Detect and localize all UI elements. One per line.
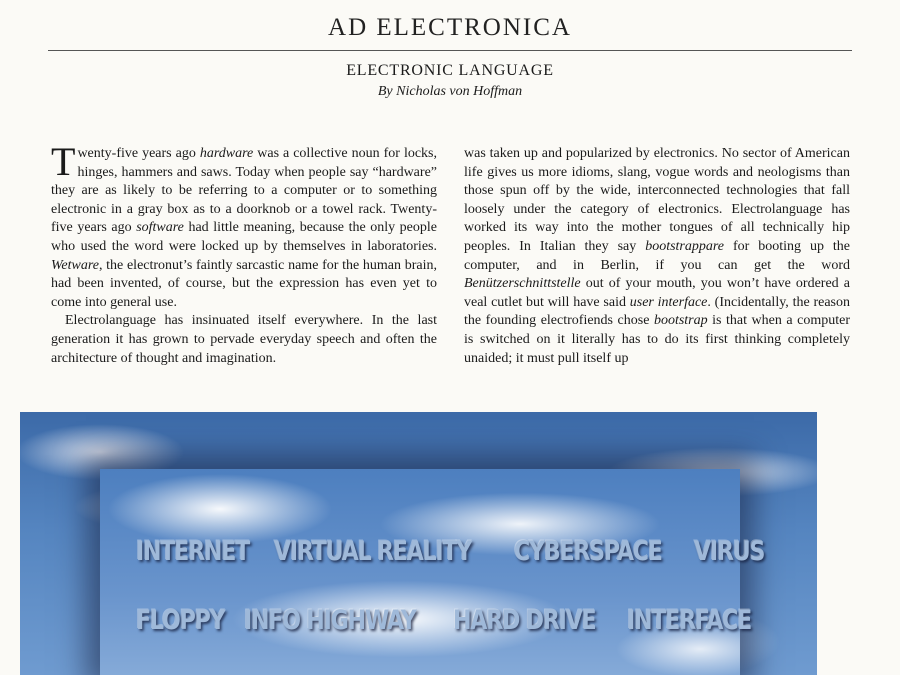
drop-cap: T — [51, 139, 76, 184]
figure-word: FLOPPY — [136, 605, 225, 636]
word-row-1 — [100, 536, 765, 567]
figure-word: CYBERSPACE — [514, 536, 662, 567]
figure-word: VIRTUAL REALITY — [273, 536, 471, 567]
paragraph-1: Twenty-five years ago hardware was a collective noun for locks, hinges, hammers and saws. Today when people say “hardware” they are as likely to be referring to a computer or to something electronic in a gray box as to a doorknob or a towel rack. Twenty-five years ago software had little meaning, because the only people who used the word were locked up by themselves in laboratories. Wetware, the electronut’s faintly sarcastic name for the human brain, had been invented, of course, but the expression has even yet to come into general use. — [51, 139, 437, 310]
section-header: AD ELECTRONICA — [328, 14, 572, 41]
word-row-2 — [100, 605, 751, 636]
article-column-right — [464, 145, 850, 368]
byline: By Nicholas von Hoffman — [377, 84, 523, 99]
figure-word: VIRUS — [694, 536, 765, 567]
sky-illustration — [20, 412, 817, 675]
paragraph-2: Electrolanguage has insinuated itself everywhere. In the last generation it has grown to pervade everyday speech and often the architecture of thought and imagination. — [51, 313, 437, 366]
article-title: ELECTRONIC LANGUAGE — [346, 62, 554, 79]
figure-word: HARD DRIVE — [453, 605, 596, 636]
figure-word: INFO HIGHWAY — [243, 605, 416, 636]
article-column-left — [51, 139, 437, 368]
figure-word: INTERNET — [136, 536, 249, 567]
sky-panel — [100, 469, 765, 675]
figure-word: INTERFACE — [626, 605, 751, 636]
paragraph-3: was taken up and popularized by electronics. No sector of American life gives us more idioms, slang, vogue words and neologisms than those spun off by the wide, interconnected technologies that fall loosely under the category of electronics. Electrolanguage has worked its way into the mother tongues of all technically hip peoples. In Italian they say bootstrappare for booting up the computer, and in Berlin, if you can get the word Benützerschnittstelle out of your mouth, you won’t have ordered a veal cutlet but will have said user interface. (Incidentally, the reason the founding electrofiends chose bootstrap is that when a computer is switched on it literally has to do its first thinking completely unaided; it must pull itself up — [464, 146, 851, 366]
header-rule — [48, 50, 852, 51]
